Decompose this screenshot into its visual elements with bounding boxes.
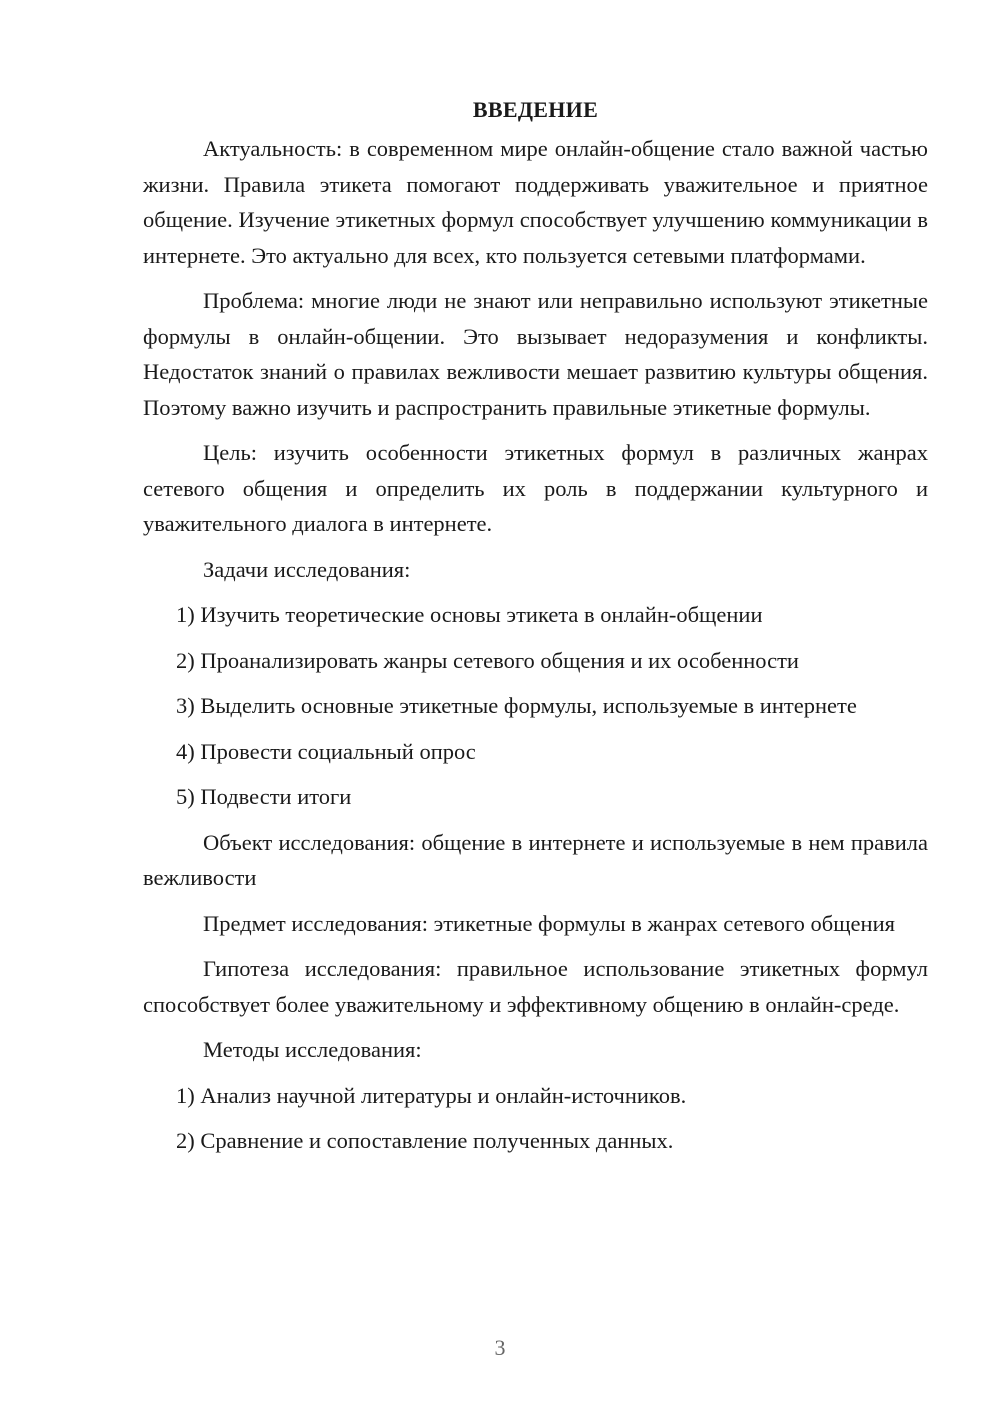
section-heading: ВВЕДЕНИЕ: [472, 97, 599, 122]
methods-list: [143, 1078, 928, 1159]
method-item: 1) Анализ научной литературы и онлайн-источников.: [176, 1082, 687, 1108]
goal-paragraph: Цель: изучить особенности этикетных формул в различных жанрах сетевого общения и определить их роль в поддержании культурного и уважительного диалога в интернете.: [143, 440, 928, 536]
tasks-list: [143, 597, 928, 815]
subject-paragraph: Предмет исследования: этикетные формулы в жанрах сетевого общения: [203, 910, 895, 936]
task-item: 1) Изучить теоретические основы этикета в онлайн-общении: [176, 602, 763, 627]
relevance-paragraph: Актуальность: в современном мире онлайн-общение стало важной частью жизни. Правила этикета помогают поддерживать уважительное и приятное общение. Изучение этикетных формул способствует улучшению коммуникации в интернете. Это актуально для всех, кто пользуется сетевыми платформами.: [143, 136, 928, 268]
hypothesis-paragraph: Гипотеза исследования: правильное использование этикетных формул способствует более уважительному и эффективному общению в онлайн-среде.: [143, 956, 928, 1017]
object-paragraph: Объект исследования: общение в интернете и используемые в нем правила вежливости: [143, 829, 928, 890]
page-number: 3: [494, 1335, 506, 1360]
methods-label: Методы исследования:: [203, 1037, 422, 1062]
task-item: 2) Проанализировать жанры сетевого общения и их особенности: [176, 647, 799, 673]
document-page: [143, 92, 928, 1169]
method-item: 2) Сравнение и сопоставление полученных данных.: [176, 1128, 674, 1153]
tasks-label: Задачи исследования:: [203, 556, 411, 582]
problem-paragraph: Проблема: многие люди не знают или неправильно используют этикетные формулы в онлайн-общении. Это вызывает недоразумения и конфликты. Недостаток знаний о правилах вежливости мешает развитию культуры общения. Поэтому важно изучить и распространить правильные этикетные формулы.: [143, 288, 928, 420]
task-item: 3) Выделить основные этикетные формулы, используемые в интернете: [176, 693, 857, 718]
task-item: 5) Подвести итоги: [176, 784, 352, 809]
task-item: 4) Провести социальный опрос: [176, 738, 476, 764]
